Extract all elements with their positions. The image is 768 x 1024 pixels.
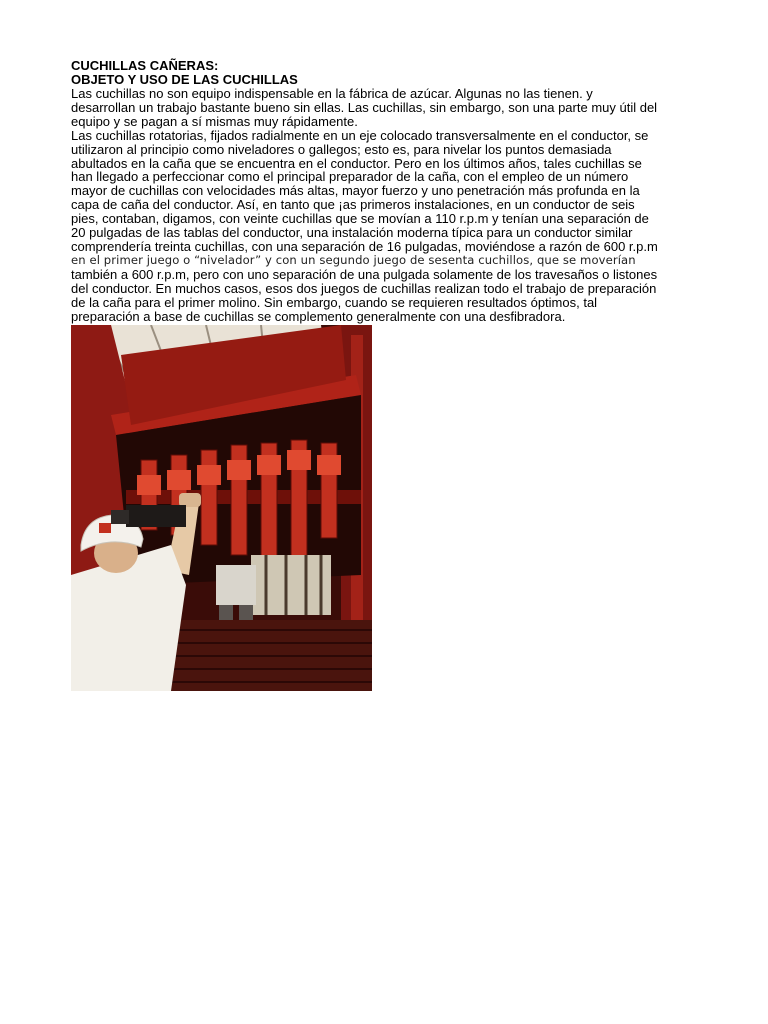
text-line: comprendería treinta cuchillas, con una separación de 16 pulgadas, moviéndose a razón de 600 r.p.m	[71, 238, 658, 254]
text-line: también a 600 r.p.m, pero con uno separación de una pulgada solamente de los travesaños o listones	[71, 266, 658, 282]
text-line: desarrollan un trabajo bastante bueno sin ellas. Las cuchillas, sin embargo, son una parte muy útil del	[71, 99, 658, 115]
text-line: capa de caña del conductor. Así, en tanto que ¡as primeros instalaciones, en un conductor de seis	[71, 197, 635, 213]
text-line: equipo y se pagan a sí mismas muy rápidamente.	[71, 113, 358, 129]
text-line: del conductor. En muchos casos, esos dos juegos de cuchillas realizan todo el trabajo de preparación	[71, 280, 657, 296]
text-line: utilizaron al principio como niveladores o gallegos; esto es, para nivelar los puntos demasiada	[71, 141, 612, 157]
paragraph-1	[71, 87, 711, 129]
document-subheading: OBJETO Y USO DE LAS CUCHILLAS	[71, 72, 298, 87]
paragraph-2	[71, 129, 711, 324]
text-line: pies, contaban, digamos, con veinte cuchillas que se movían a 110 r.p.m y tenían una separación de	[71, 211, 649, 227]
back-opening	[251, 555, 331, 615]
text-line: Las cuchillas rotatorias, fijados radialmente en un eje colocado transversalmente en el conductor, se	[71, 127, 649, 143]
text-line: de la caña para el primer molino. Sin embargo, cuando se requieren resultados óptimos, tal	[71, 294, 598, 310]
text-line: preparación a base de cuchillas se complemento generalmente con una desfibradora.	[71, 308, 566, 324]
tool-grip	[111, 510, 129, 524]
text-line: mayor de cuchillas con velocidades más altas, mayor fuerzo y uno penetración más profunda en la	[71, 183, 640, 199]
text-line: Las cuchillas no son equipo indispensable en la fábrica de azúcar. Algunas no las tienen. y	[71, 86, 593, 101]
text-line: han llegado a perfeccionar como el principal preparador de la caña, con el empleo de un número	[71, 169, 629, 185]
photo-illustration	[71, 325, 372, 691]
document-text	[71, 59, 711, 323]
text-line: en el primer juego o “nivelador” y con un segundo juego de sesenta cuchillos, que se moverían	[71, 252, 636, 267]
text-line: abultados en la caña que se encuentra en el conductor. Pero en los últimos años, tales cuchillas se	[71, 155, 642, 171]
worker-hand	[179, 493, 201, 507]
wrench-tool	[126, 505, 186, 527]
knife-blade	[201, 450, 217, 545]
helmet-logo	[99, 523, 111, 533]
cane-knives-photo	[71, 325, 372, 691]
text-line: 20 pulgadas de las tablas del conductor, una instalación moderna típica para un conductor similar	[71, 225, 633, 241]
document-heading: CUCHILLAS CAÑERAS:	[71, 58, 219, 73]
